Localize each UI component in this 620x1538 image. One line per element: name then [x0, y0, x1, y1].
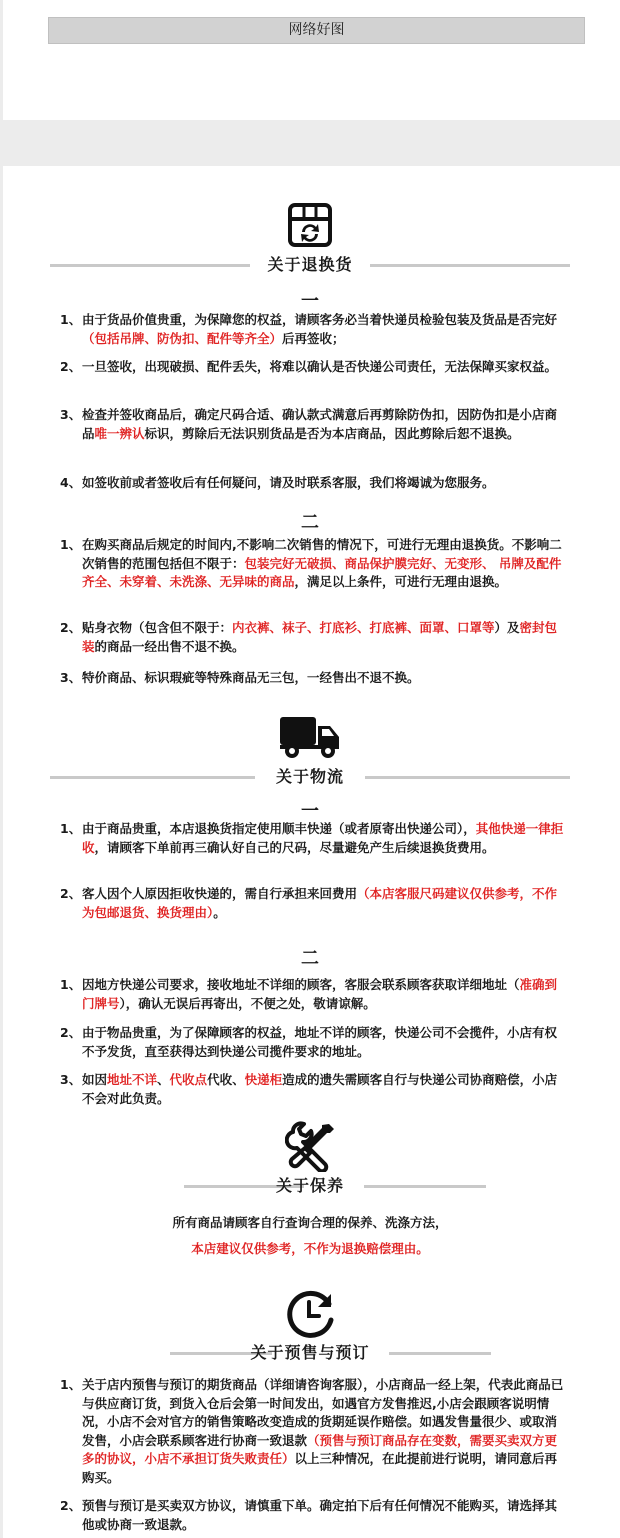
presale-item-2: 2、 预售与预订是买卖双方协议，请慎重下单。确定拍下后有任何情况不能购买，请选择其他或协商一致退款。	[60, 1498, 558, 1532]
logistics-part1-number: 一	[301, 801, 319, 822]
returns-item-4: 4、 如签收前或者签收后有任何疑问，请及时联系客服，我们将竭诚为您服务。	[60, 475, 495, 490]
presale-heading	[50, 1341, 570, 1365]
logistics-item-3: 1、 因地方快递公司要求，接收地址不详细的顾客，客服会联系顾客获取详细地址（准确到门牌号），确认无误后再寄出，不便之处，敬请谅解。	[60, 977, 558, 1011]
logistics-heading	[50, 765, 570, 789]
header-panel	[3, 0, 620, 120]
returns-heading	[50, 253, 570, 277]
logistics-title: 关于物流	[275, 767, 344, 786]
clock-refresh-icon	[285, 1288, 337, 1340]
returns-item-7: 3、 特价商品、标识瑕疵等特殊商品无三包，一经售出不退不换。	[60, 670, 420, 685]
logistics-part2-number: 二	[301, 948, 319, 969]
box-return-icon	[285, 200, 335, 250]
care-heading	[50, 1174, 570, 1198]
tools-icon	[285, 1120, 337, 1172]
logistics-item-5: 3、 如因地址不详、代收点代收、快递柜造成的遗失需顾客自行与快递公司协商赔偿，小店不会对此负责。	[60, 1072, 558, 1106]
returns-item-5: 1、 在购买商品后规定的时间内,不影响二次销售的情况下，可进行无理由退换货。不影响二次销售的范围包括但不限于：包装完好无破损、商品保护膜完好、无变形、 吊牌及配件齐全、未穿着、未洗涤、无异味的商品，满足以上条件，可进行无理由退换。	[60, 537, 562, 589]
logistics-item-1: 1、 由于商品贵重，本店退换货指定使用顺丰快递（或者原寄出快递公司），其他快递一律拒收，请顾客下单前再三确认好自己的尺码，尽量避免产生后续退换货费用。	[60, 821, 564, 855]
returns-item-6: 2、 贴身衣物（包含但不限于：内衣裤、袜子、打底衫、打底裤、面罩、口罩等）及密封包装的商品一经出售不退不换。	[60, 620, 558, 654]
presale-item-1: 1、 关于店内预售与预订的期货商品（详细请咨询客服），小店商品一经上架，代表此商品已与供应商订货，到货入仓后会第一时间发出，如遇官方发售推迟,小店会跟顾客说明情况，小店不会对官方的销售策略改变造成的货期延误作赔偿。如遇发售量很少、或取消发售，小店会联系顾客进行协商一致退款（预售与预订商品存在变数，需要买卖双方更多的协议，小店不承担订货失败责任）以上三种情况，在此提前进行说明，请同意后再购买。	[60, 1377, 564, 1485]
returns-item-1: 1、 由于货品价值贵重，为保障您的权益，请顾客务必当着快递员检验包装及货品是否完好（包括吊牌、防伪扣、配件等齐全）后再签收；	[60, 312, 558, 346]
returns-part1-number: 一	[301, 291, 319, 312]
presale-title: 关于预售与预订	[250, 1343, 370, 1362]
returns-part2-number: 二	[301, 512, 319, 533]
logistics-item-4: 2、 由于物品贵重，为了保障顾客的权益，地址不详的顾客，快递公司不会揽件，小店有权不予发货，直至获得达到快递公司揽件要求的地址。	[60, 1025, 558, 1059]
care-title: 关于保养	[275, 1176, 344, 1195]
returns-item-3: 3、 检查并签收商品后，确定尺码合适、确认款式满意后再剪除防伪扣，因防伪扣是小店商品唯一辨认标识，剪除后无法识别货品是否为本店商品，因此剪除后恕不退换。	[60, 407, 558, 441]
returns-item-2: 2、 一旦签收，出现破损、配件丢失，将难以确认是否快递公司责任，无法保障买家权益。	[60, 359, 558, 374]
returns-title: 关于退换货	[267, 255, 353, 274]
care-line-1: 所有商品请顾客自行查询合理的保养、洗涤方法，	[172, 1215, 448, 1230]
logistics-item-2: 2、 客人因个人原因拒收快递的，需自行承担来回费用（本店客服尺码建议仅供参考，不作为包邮退货、换货理由）。	[60, 886, 558, 920]
care-line-2: 本店建议仅供参考，不作为退换赔偿理由。	[191, 1241, 429, 1256]
header-title: 网络好图	[48, 17, 585, 44]
delivery-truck-icon	[278, 714, 342, 760]
